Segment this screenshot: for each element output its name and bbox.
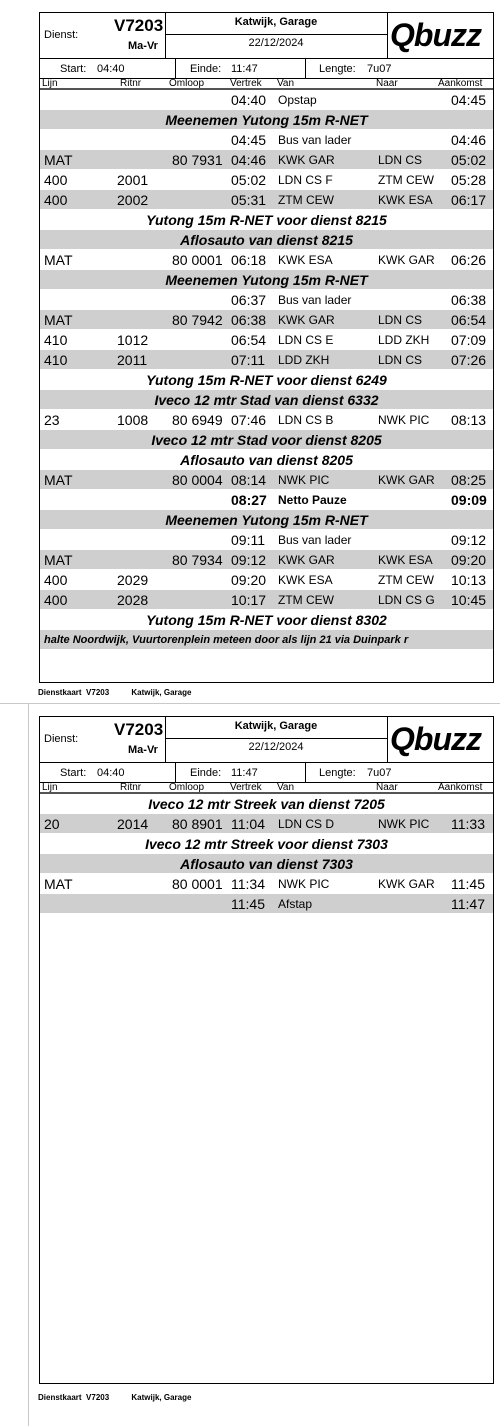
cell-naar: KWK ESA xyxy=(378,553,433,567)
cell-van: LDN CS B xyxy=(278,413,334,427)
end-label: Einde: xyxy=(190,767,222,779)
vehicle-title-row xyxy=(40,610,493,630)
cell-van: Bus van lader xyxy=(278,533,352,547)
table-row xyxy=(40,570,493,590)
vehicle-title-row xyxy=(40,450,493,470)
cell-ritnr: 2001 xyxy=(117,172,149,188)
cell-omloop: 80 0001 xyxy=(172,252,223,268)
header-divider xyxy=(387,717,388,763)
cell-ritnr: 2002 xyxy=(117,192,149,208)
cell-omloop: 80 7931 xyxy=(172,152,223,168)
table-row xyxy=(40,150,493,170)
summary-divider xyxy=(175,59,176,79)
card-footer xyxy=(38,688,191,697)
cell-lijn: MAT xyxy=(44,552,73,568)
dienst-days: Ma-Vr xyxy=(128,744,158,756)
cell-naar: NWK PIC xyxy=(378,413,430,427)
cell-van: Bus van lader xyxy=(278,293,352,307)
cell-ritnr: 1012 xyxy=(117,332,149,348)
cell-aankomst: 09:20 xyxy=(451,552,487,568)
location: Katwijk, Garage xyxy=(165,13,387,35)
table-row xyxy=(40,310,493,330)
footer-dienst: V7203 xyxy=(86,688,110,697)
table-row xyxy=(40,470,493,490)
cell-omloop: 80 8901 xyxy=(172,816,223,832)
dienst-number: V7203 xyxy=(114,720,164,739)
table-row xyxy=(40,90,493,110)
qbuzz-logo: Qbuzz xyxy=(390,17,481,53)
table-row xyxy=(40,530,493,550)
cell-lijn: 400 xyxy=(44,172,68,188)
cell-lijn: MAT xyxy=(44,876,73,892)
cell-omloop: 80 7934 xyxy=(172,552,223,568)
start-time: 04:40 xyxy=(97,63,125,75)
cell-vertrek: 05:31 xyxy=(231,192,267,208)
cell-naar: LDN CS G xyxy=(378,593,435,607)
cell-omloop: 80 0001 xyxy=(172,876,223,892)
col-ritnr: Ritnr xyxy=(120,782,142,793)
dienstkaart-page-1 xyxy=(39,12,494,683)
cell-van: KWK GAR xyxy=(278,153,335,167)
pause-start: 08:27 xyxy=(231,492,267,508)
col-naar: Naar xyxy=(376,78,398,89)
cell-aankomst: 09:12 xyxy=(451,532,487,548)
table-row xyxy=(40,170,493,190)
cell-vertrek: 11:45 xyxy=(231,896,265,912)
col-vertrek: Vertrek xyxy=(230,782,262,793)
cell-vertrek: 04:40 xyxy=(231,92,267,108)
vehicle-title: Aflosauto van dienst 8215 xyxy=(180,232,353,248)
cell-van: LDN CS F xyxy=(278,173,333,187)
cell-naar: KWK GAR xyxy=(378,253,435,267)
col-vertrek: Vertrek xyxy=(230,78,262,89)
vehicle-title: Aflosauto van dienst 7303 xyxy=(180,856,353,872)
cell-van: KWK ESA xyxy=(278,573,333,587)
end-label: Einde: xyxy=(190,63,222,75)
cell-lijn: MAT xyxy=(44,312,73,328)
cell-lijn: 400 xyxy=(44,572,68,588)
cell-aankomst: 04:46 xyxy=(451,132,487,148)
length-value: 7u07 xyxy=(367,63,392,75)
schedule-rows xyxy=(40,90,493,650)
card-header xyxy=(40,717,493,763)
cell-van: LDN CS D xyxy=(278,817,335,831)
cell-vertrek: 05:02 xyxy=(231,172,267,188)
cell-aankomst: 04:45 xyxy=(451,92,487,108)
table-row xyxy=(40,410,493,430)
cell-ritnr: 2029 xyxy=(117,572,149,588)
cell-aankomst: 10:45 xyxy=(451,592,487,608)
cell-aankomst: 06:26 xyxy=(451,252,487,268)
cell-vertrek: 08:14 xyxy=(231,472,267,488)
table-row xyxy=(40,190,493,210)
length-label: Lengte: xyxy=(319,63,356,75)
cell-naar: ZTM CEW xyxy=(378,173,434,187)
note-row xyxy=(40,630,493,650)
cell-aankomst: 07:09 xyxy=(451,332,487,348)
footer-dienst: V7203 xyxy=(86,1393,110,1402)
summary-divider xyxy=(305,59,306,79)
cell-aankomst: 11:45 xyxy=(451,876,485,892)
summary-divider xyxy=(305,763,306,783)
col-van: Van xyxy=(277,78,295,89)
vehicle-title-row xyxy=(40,854,493,874)
table-row xyxy=(40,894,493,914)
summary-divider xyxy=(175,763,176,783)
vehicle-title: Iveco 12 mtr Streek van dienst 7205 xyxy=(148,796,385,812)
end-time: 11:47 xyxy=(231,63,258,75)
cell-aankomst: 06:17 xyxy=(451,192,487,208)
cell-vertrek: 04:45 xyxy=(231,132,267,148)
vehicle-title: Iveco 12 mtr Stad voor dienst 8205 xyxy=(151,432,382,448)
cell-aankomst: 10:13 xyxy=(451,572,487,588)
cell-lijn: MAT xyxy=(44,252,73,268)
cell-van: Afstap xyxy=(278,897,313,911)
table-row xyxy=(40,550,493,570)
cell-van: LDD ZKH xyxy=(278,353,330,367)
footer-location: Katwijk, Garage xyxy=(131,1393,192,1402)
cell-vertrek: 06:38 xyxy=(231,312,267,328)
cell-lijn: 23 xyxy=(44,412,60,428)
cell-van: ZTM CEW xyxy=(278,193,334,207)
col-aankomst: Aankomst xyxy=(438,78,483,89)
column-header xyxy=(40,79,493,90)
pause-row xyxy=(40,490,493,510)
table-row xyxy=(40,590,493,610)
cell-vertrek: 07:11 xyxy=(231,352,265,368)
table-row xyxy=(40,290,493,310)
cell-ritnr: 1008 xyxy=(117,412,149,428)
cell-van: ZTM CEW xyxy=(278,593,334,607)
cell-naar: KWK GAR xyxy=(378,877,435,891)
cell-vertrek: 07:46 xyxy=(231,412,267,428)
cell-aankomst: 07:26 xyxy=(451,352,487,368)
dienst-label: Dienst: xyxy=(44,29,79,41)
cell-aankomst: 11:33 xyxy=(451,816,485,832)
cell-van: Opstap xyxy=(278,93,317,107)
cell-lijn: 20 xyxy=(44,816,60,832)
footer-label: Dienstkaart xyxy=(38,1393,82,1402)
col-ritnr: Ritnr xyxy=(120,78,142,89)
date: 22/12/2024 xyxy=(248,741,304,753)
start-time: 04:40 xyxy=(97,767,125,779)
table-row xyxy=(40,814,493,834)
cell-lijn: 400 xyxy=(44,192,68,208)
cell-vertrek: 06:54 xyxy=(231,332,267,348)
cell-aankomst: 11:47 xyxy=(451,896,485,912)
vehicle-title: Yutong 15m R-NET voor dienst 8302 xyxy=(146,612,387,628)
vehicle-title: Iveco 12 mtr Stad van dienst 6332 xyxy=(154,392,379,408)
vehicle-title-row xyxy=(40,510,493,530)
vehicle-title: Yutong 15m R-NET voor dienst 8215 xyxy=(146,212,387,228)
vehicle-title-row xyxy=(40,210,493,230)
cell-van: Bus van lader xyxy=(278,133,352,147)
vehicle-title-row xyxy=(40,794,493,814)
date: 22/12/2024 xyxy=(248,37,304,49)
cell-naar: LDN CS xyxy=(378,353,423,367)
table-row xyxy=(40,250,493,270)
cell-vertrek: 11:04 xyxy=(231,816,265,832)
cell-vertrek: 06:37 xyxy=(231,292,267,308)
qbuzz-logo: Qbuzz xyxy=(390,721,481,757)
col-omloop: Omloop xyxy=(169,782,205,793)
dienst-number: V7203 xyxy=(114,16,164,35)
schedule-rows xyxy=(40,794,493,914)
col-lijn: Lijn xyxy=(42,78,58,89)
cell-aankomst: 05:28 xyxy=(451,172,487,188)
cell-van: KWK ESA xyxy=(278,253,333,267)
pause-end: 09:09 xyxy=(451,492,487,508)
start-label: Start: xyxy=(60,63,87,75)
cell-ritnr: 2028 xyxy=(117,592,149,608)
footer-location: Katwijk, Garage xyxy=(131,688,192,697)
cell-vertrek: 09:11 xyxy=(231,532,265,548)
location: Katwijk, Garage xyxy=(165,717,387,739)
vehicle-title: Meenemen Yutong 15m R-NET xyxy=(165,512,368,528)
cell-van: KWK GAR xyxy=(278,313,335,327)
column-header xyxy=(40,783,493,794)
cell-ritnr: 2014 xyxy=(117,816,149,832)
cell-naar: LDD ZKH xyxy=(378,333,430,347)
dienstkaart-page-2 xyxy=(39,716,494,1384)
vehicle-title-row xyxy=(40,430,493,450)
cell-naar: KWK ESA xyxy=(378,193,433,207)
cell-vertrek: 06:18 xyxy=(231,252,267,268)
page-separator xyxy=(0,703,500,704)
cell-vertrek: 09:20 xyxy=(231,572,267,588)
cell-naar: NWK PIC xyxy=(378,817,430,831)
cell-aankomst: 08:13 xyxy=(451,412,487,428)
summary-bar xyxy=(40,59,493,79)
cell-omloop: 80 0004 xyxy=(172,472,223,488)
cell-omloop: 80 6949 xyxy=(172,412,223,428)
vehicle-title-row xyxy=(40,230,493,250)
card-header xyxy=(40,13,493,59)
cell-vertrek: 09:12 xyxy=(231,552,267,568)
cell-lijn: 410 xyxy=(44,352,68,368)
table-row xyxy=(40,330,493,350)
vehicle-title-row xyxy=(40,370,493,390)
vehicle-title-row xyxy=(40,270,493,290)
col-aankomst: Aankomst xyxy=(438,782,483,793)
cell-vertrek: 11:34 xyxy=(231,876,265,892)
cell-van: LDN CS E xyxy=(278,333,334,347)
start-label: Start: xyxy=(60,767,87,779)
dienst-label: Dienst: xyxy=(44,733,79,745)
vehicle-title: Yutong 15m R-NET voor dienst 6249 xyxy=(146,372,387,388)
vehicle-title-row xyxy=(40,110,493,130)
cell-naar: ZTM CEW xyxy=(378,573,434,587)
vehicle-title: Meenemen Yutong 15m R-NET xyxy=(165,272,368,288)
col-naar: Naar xyxy=(376,782,398,793)
cell-van: KWK GAR xyxy=(278,553,335,567)
cell-aankomst: 08:25 xyxy=(451,472,487,488)
pause-label: Netto Pauze xyxy=(278,493,347,507)
col-omloop: Omloop xyxy=(169,78,205,89)
col-lijn: Lijn xyxy=(42,782,58,793)
vehicle-title-row xyxy=(40,390,493,410)
cell-naar: LDN CS xyxy=(378,313,423,327)
page-separator-vertical xyxy=(28,703,29,1426)
cell-naar: KWK GAR xyxy=(378,473,435,487)
cell-ritnr: 2011 xyxy=(117,352,148,368)
vehicle-title: Iveco 12 mtr Streek voor dienst 7303 xyxy=(145,836,388,852)
end-time: 11:47 xyxy=(231,767,258,779)
vehicle-title: Meenemen Yutong 15m R-NET xyxy=(165,112,368,128)
cell-lijn: 400 xyxy=(44,592,68,608)
note-text: halte Noordwijk, Vuurtorenplein meteen door als lijn 21 via Duinpark r xyxy=(44,634,409,646)
card-footer xyxy=(38,1393,191,1402)
cell-vertrek: 10:17 xyxy=(231,592,267,608)
table-row xyxy=(40,350,493,370)
cell-aankomst: 05:02 xyxy=(451,152,487,168)
cell-omloop: 80 7942 xyxy=(172,312,223,328)
cell-lijn: MAT xyxy=(44,152,73,168)
vehicle-title: Aflosauto van dienst 8205 xyxy=(180,452,353,468)
cell-aankomst: 06:38 xyxy=(451,292,487,308)
table-row xyxy=(40,874,493,894)
cell-aankomst: 06:54 xyxy=(451,312,487,328)
footer-label: Dienstkaart xyxy=(38,688,82,697)
summary-bar xyxy=(40,763,493,783)
length-value: 7u07 xyxy=(367,767,392,779)
cell-vertrek: 04:46 xyxy=(231,152,267,168)
cell-van: NWK PIC xyxy=(278,473,330,487)
cell-lijn: 410 xyxy=(44,332,68,348)
cell-naar: LDN CS xyxy=(378,153,423,167)
cell-lijn: MAT xyxy=(44,472,73,488)
header-divider xyxy=(387,13,388,59)
cell-van: NWK PIC xyxy=(278,877,330,891)
length-label: Lengte: xyxy=(319,767,356,779)
dienst-days: Ma-Vr xyxy=(128,40,158,52)
vehicle-title-row xyxy=(40,834,493,854)
col-van: Van xyxy=(277,782,295,793)
table-row xyxy=(40,130,493,150)
